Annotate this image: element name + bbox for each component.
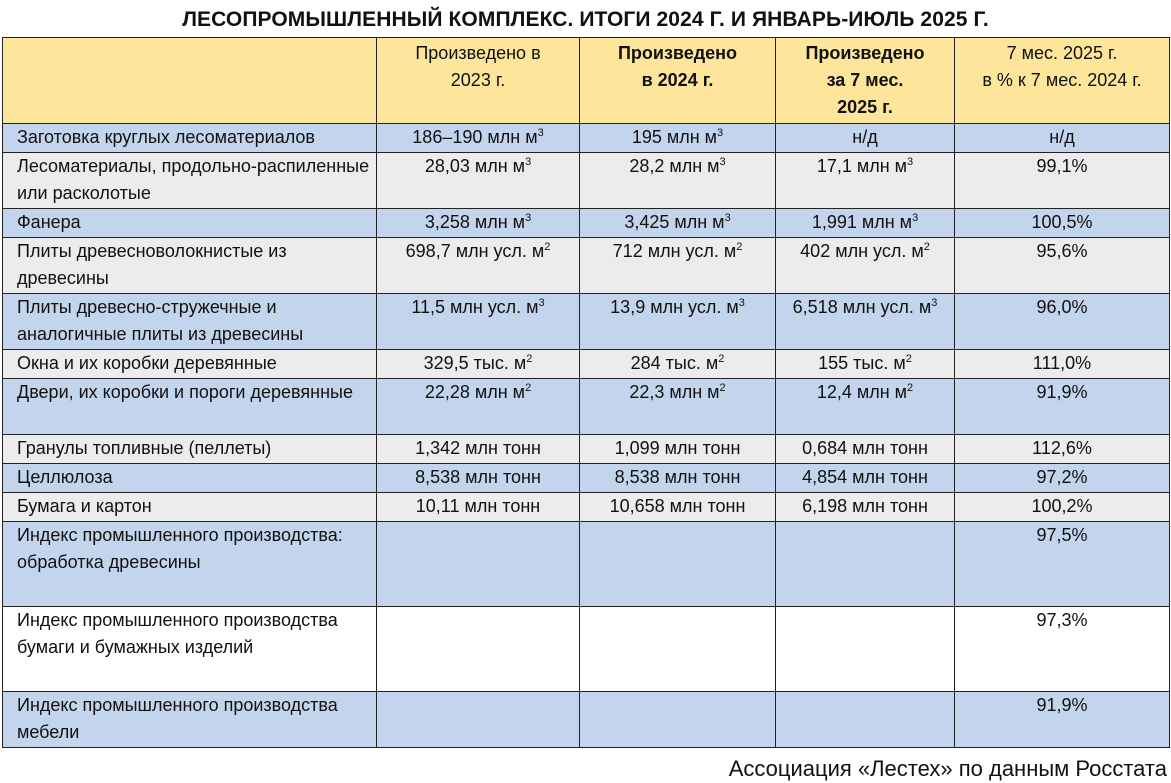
table-row bbox=[3, 692, 1170, 748]
value-text: 195 млн м bbox=[631, 127, 718, 147]
row-value-col-2 bbox=[580, 607, 776, 692]
value-text: 284 тыс. м bbox=[630, 353, 719, 373]
value-text: 28,2 млн м bbox=[629, 156, 720, 176]
row-label: Целлюлоза bbox=[3, 464, 377, 493]
table-row bbox=[3, 464, 1170, 493]
row-value-col-3 bbox=[776, 435, 955, 464]
row-value-col-1 bbox=[377, 350, 580, 379]
row-value-col-3 bbox=[776, 464, 955, 493]
column-header-line: Произведено bbox=[805, 43, 925, 63]
value-text: 111,0% bbox=[1032, 353, 1092, 373]
row-label: Плиты древесноволокнистые из древесины bbox=[3, 238, 377, 294]
header-row bbox=[3, 38, 1170, 124]
row-value-col-1 bbox=[377, 464, 580, 493]
unit-exponent: 2 bbox=[525, 382, 532, 394]
value-text: 1,342 млн тонн bbox=[415, 438, 541, 458]
value-text: 1,099 млн тонн bbox=[614, 438, 741, 458]
column-header-line: Произведено bbox=[617, 43, 738, 63]
value-text: 712 млн усл. м bbox=[612, 241, 737, 261]
value-text: 0,684 млн тонн bbox=[802, 438, 928, 458]
row-value-col-3 bbox=[776, 124, 955, 153]
value-text: 3,258 млн м bbox=[424, 212, 526, 232]
value-text: 10,11 млн тонн bbox=[415, 496, 541, 516]
unit-exponent: 2 bbox=[718, 353, 725, 365]
unit-exponent: 2 bbox=[923, 241, 930, 253]
value-text: 329,5 тыс. м bbox=[423, 353, 527, 373]
production-table bbox=[2, 37, 1170, 748]
value-text: 13,9 млн усл. м bbox=[610, 297, 739, 317]
column-header-line: в 2024 г. bbox=[641, 70, 714, 90]
value-text: н/д bbox=[1049, 127, 1075, 147]
row-label: Лесоматериалы, продольно-распиленные или расколотые bbox=[3, 153, 377, 209]
table-row bbox=[3, 350, 1170, 379]
value-text: 6,518 млн усл. м bbox=[792, 297, 932, 317]
row-value-col-3 bbox=[776, 209, 955, 238]
value-text: н/д bbox=[852, 127, 878, 147]
row-value-col-4 bbox=[955, 238, 1170, 294]
value-text: 6,198 млн тонн bbox=[802, 496, 928, 516]
row-value-col-1 bbox=[377, 692, 580, 748]
value-text: 12,4 млн м bbox=[816, 382, 908, 402]
header-empty-cell bbox=[3, 38, 377, 124]
unit-exponent: 2 bbox=[544, 241, 551, 253]
row-label: Фанера bbox=[3, 209, 377, 238]
row-value-col-2 bbox=[580, 294, 776, 350]
row-label: Индекс промышленного производства: обработка древесины bbox=[3, 522, 377, 607]
row-value-col-4 bbox=[955, 522, 1170, 607]
value-text: 100,2% bbox=[1031, 496, 1093, 516]
row-value-col-4 bbox=[955, 692, 1170, 748]
value-text: 95,6% bbox=[1036, 241, 1088, 261]
column-header-2 bbox=[580, 38, 776, 124]
row-value-col-1 bbox=[377, 294, 580, 350]
unit-exponent: 3 bbox=[719, 156, 726, 168]
row-value-col-1 bbox=[377, 493, 580, 522]
row-value-col-3 bbox=[776, 379, 955, 435]
row-label: Заготовка круглых лесоматериалов bbox=[3, 124, 377, 153]
column-header-1 bbox=[377, 38, 580, 124]
table-row bbox=[3, 294, 1170, 350]
value-text: 8,538 млн тонн bbox=[415, 467, 541, 487]
row-value-col-2 bbox=[580, 238, 776, 294]
table-row bbox=[3, 607, 1170, 692]
row-value-col-2 bbox=[580, 522, 776, 607]
row-value-col-4 bbox=[955, 153, 1170, 209]
unit-exponent: 3 bbox=[738, 297, 745, 309]
table-row bbox=[3, 209, 1170, 238]
unit-exponent: 3 bbox=[912, 212, 919, 224]
row-value-col-1 bbox=[377, 209, 580, 238]
row-label: Индекс промышленного производства мебели bbox=[3, 692, 377, 748]
row-label: Двери, их коробки и пороги деревянные bbox=[3, 379, 377, 435]
value-text: 100,5% bbox=[1031, 212, 1093, 232]
row-value-col-3 bbox=[776, 238, 955, 294]
unit-exponent: 2 bbox=[907, 382, 914, 394]
row-value-col-2 bbox=[580, 124, 776, 153]
unit-exponent: 3 bbox=[717, 127, 724, 139]
row-value-col-4 bbox=[955, 209, 1170, 238]
value-text: 4,854 млн тонн bbox=[802, 467, 928, 487]
value-text: 10,658 млн тонн bbox=[609, 496, 746, 516]
table-row bbox=[3, 238, 1170, 294]
unit-exponent: 3 bbox=[538, 297, 545, 309]
value-text: 97,3% bbox=[1036, 610, 1088, 630]
unit-exponent: 3 bbox=[907, 156, 914, 168]
value-text: 17,1 млн м bbox=[816, 156, 908, 176]
row-value-col-4 bbox=[955, 294, 1170, 350]
row-value-col-4 bbox=[955, 464, 1170, 493]
value-text: 99,1% bbox=[1036, 156, 1088, 176]
value-text: 28,03 млн м bbox=[424, 156, 526, 176]
row-label: Плиты древесно-стружечные и аналогичные плиты из древесины bbox=[3, 294, 377, 350]
row-label: Индекс промышленного производства бумаги и бумажных изделий bbox=[3, 607, 377, 692]
value-text: 97,2% bbox=[1036, 467, 1088, 487]
row-value-col-1 bbox=[377, 238, 580, 294]
row-value-col-3 bbox=[776, 607, 955, 692]
row-value-col-1 bbox=[377, 607, 580, 692]
value-text: 22,3 млн м bbox=[629, 382, 720, 402]
table-row bbox=[3, 379, 1170, 435]
value-text: 91,9% bbox=[1036, 695, 1088, 715]
value-text: 1,991 млн м bbox=[811, 212, 913, 232]
row-value-col-4 bbox=[955, 607, 1170, 692]
row-value-col-4 bbox=[955, 379, 1170, 435]
row-value-col-3 bbox=[776, 493, 955, 522]
row-value-col-2 bbox=[580, 153, 776, 209]
column-header-line: за 7 мес. bbox=[826, 70, 904, 90]
row-value-col-2 bbox=[580, 464, 776, 493]
row-value-col-1 bbox=[377, 379, 580, 435]
column-header-line: 7 мес. 2025 г. bbox=[1006, 43, 1118, 63]
row-label: Гранулы топливные (пеллеты) bbox=[3, 435, 377, 464]
unit-exponent: 3 bbox=[931, 297, 938, 309]
row-value-col-4 bbox=[955, 435, 1170, 464]
page-title: ЛЕСОПРОМЫШЛЕННЫЙ КОМПЛЕКС. ИТОГИ 2024 Г. И ЯНВАРЬ-ИЮЛЬ 2025 Г. bbox=[182, 8, 989, 31]
row-value-col-3 bbox=[776, 692, 955, 748]
row-value-col-4 bbox=[955, 350, 1170, 379]
table-row bbox=[3, 435, 1170, 464]
value-text: 402 млн усл. м bbox=[800, 241, 924, 261]
unit-exponent: 3 bbox=[525, 156, 532, 168]
column-header-4 bbox=[955, 38, 1170, 124]
column-header-line: в % к 7 мес. 2024 г. bbox=[982, 70, 1142, 90]
table-row bbox=[3, 153, 1170, 209]
row-value-col-1 bbox=[377, 522, 580, 607]
unit-exponent: 3 bbox=[525, 212, 532, 224]
row-value-col-1 bbox=[377, 124, 580, 153]
column-header-line: 2023 г. bbox=[450, 70, 506, 90]
unit-exponent: 3 bbox=[537, 127, 544, 139]
row-value-col-1 bbox=[377, 435, 580, 464]
column-header-line: Произведено в bbox=[415, 43, 541, 63]
unit-exponent: 2 bbox=[526, 353, 533, 365]
value-text: 22,28 млн м bbox=[424, 382, 526, 402]
unit-exponent: 2 bbox=[736, 241, 743, 253]
unit-exponent: 3 bbox=[724, 212, 731, 224]
value-text: 91,9% bbox=[1036, 382, 1088, 402]
source-note: Ассоциация «Лестех» по данным Росстата bbox=[728, 756, 1167, 781]
row-value-col-3 bbox=[776, 350, 955, 379]
value-text: 11,5 млн усл. м bbox=[411, 297, 539, 317]
row-value-col-1 bbox=[377, 153, 580, 209]
column-header-3 bbox=[776, 38, 955, 124]
row-value-col-3 bbox=[776, 294, 955, 350]
row-value-col-4 bbox=[955, 493, 1170, 522]
unit-exponent: 2 bbox=[905, 353, 912, 365]
column-header-line: 2025 г. bbox=[837, 97, 893, 117]
value-text: 186–190 млн м bbox=[412, 127, 538, 147]
table-row bbox=[3, 493, 1170, 522]
value-text: 155 тыс. м bbox=[818, 353, 906, 373]
value-text: 698,7 млн усл. м bbox=[405, 241, 545, 261]
row-value-col-2 bbox=[580, 379, 776, 435]
unit-exponent: 2 bbox=[719, 382, 726, 394]
row-label: Бумага и картон bbox=[3, 493, 377, 522]
value-text: 97,5% bbox=[1036, 525, 1088, 545]
table-row bbox=[3, 124, 1170, 153]
value-text: 112,6% bbox=[1032, 438, 1092, 458]
row-value-col-2 bbox=[580, 435, 776, 464]
row-value-col-3 bbox=[776, 153, 955, 209]
row-value-col-4 bbox=[955, 124, 1170, 153]
row-value-col-2 bbox=[580, 493, 776, 522]
row-value-col-2 bbox=[580, 350, 776, 379]
row-value-col-3 bbox=[776, 522, 955, 607]
row-label: Окна и их коробки деревянные bbox=[3, 350, 377, 379]
table-row bbox=[3, 522, 1170, 607]
value-text: 96,0% bbox=[1036, 297, 1088, 317]
row-value-col-2 bbox=[580, 209, 776, 238]
table-body bbox=[3, 124, 1170, 748]
value-text: 3,425 млн м bbox=[624, 212, 725, 232]
row-value-col-2 bbox=[580, 692, 776, 748]
value-text: 8,538 млн тонн bbox=[614, 467, 741, 487]
